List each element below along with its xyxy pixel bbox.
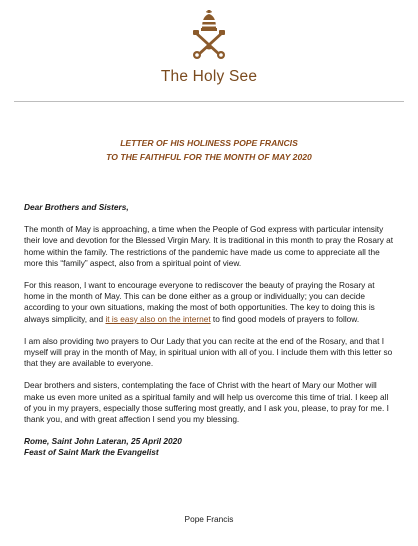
paragraph-2-text-start: For this reason, I want to encourage everyone to rediscover the beauty of praying the Rosary at home in the month of May. This can be done either as a group or individually; you can decide according to your own situations, making the most of both opportunities. The key to doing this is always simplicity, and [24,280,375,324]
salutation: Dear Brothers and Sisters, [24,202,129,212]
feast-line: Feast of Saint Mark the Evangelist [24,447,159,458]
letter-heading-line-2: TO THE FAITHFUL FOR THE MONTH OF MAY 2020 [106,152,312,162]
papal-keys-emblem-icon [189,10,229,62]
site-title[interactable]: The Holy See [160,68,258,85]
paragraph-2-text-end: to find good models of prayers to follow. [210,313,360,324]
paragraph-2 [24,280,396,325]
letter-heading [0,136,418,164]
header-divider [14,101,404,102]
place-date: Rome, Saint John Lateran, 25 April 2020 [24,436,182,447]
signature: Pope Francis [184,514,234,524]
letter-heading-line-1: LETTER OF HIS HOLINESS POPE FRANCIS [120,138,298,148]
internet-prayers-link[interactable]: it is easy also on the internet [105,313,211,324]
paragraph-4: Dear brothers and sisters, contemplating the face of Christ with the heart of Mary our Mother will make us even more united as a spiritual family and will help us overcome this time of trial. I keep all of you in my prayers, especially those suffering most greatly, and I ask you, please, to pray for me. I thank you, and with great affection I send you my blessing. [24,380,389,425]
paragraph-3: I am also providing two prayers to Our Lady that you can recite at the end of the Rosary, and that I myself will pray in the month of May, in spiritual union with all of you. I include them with this letter so that they are available to everyone. [24,335,393,369]
paragraph-1: The month of May is approaching, a time when the People of God express with particular intensity their love and devotion for the Blessed Virgin Mary. It is traditional in this month to pray the Rosary at home within the family. The restrictions of the pandemic have made us come to appreciate all the more this “family” aspect, also from a spiritual point of view. [24,224,394,268]
letter-body [24,202,396,459]
